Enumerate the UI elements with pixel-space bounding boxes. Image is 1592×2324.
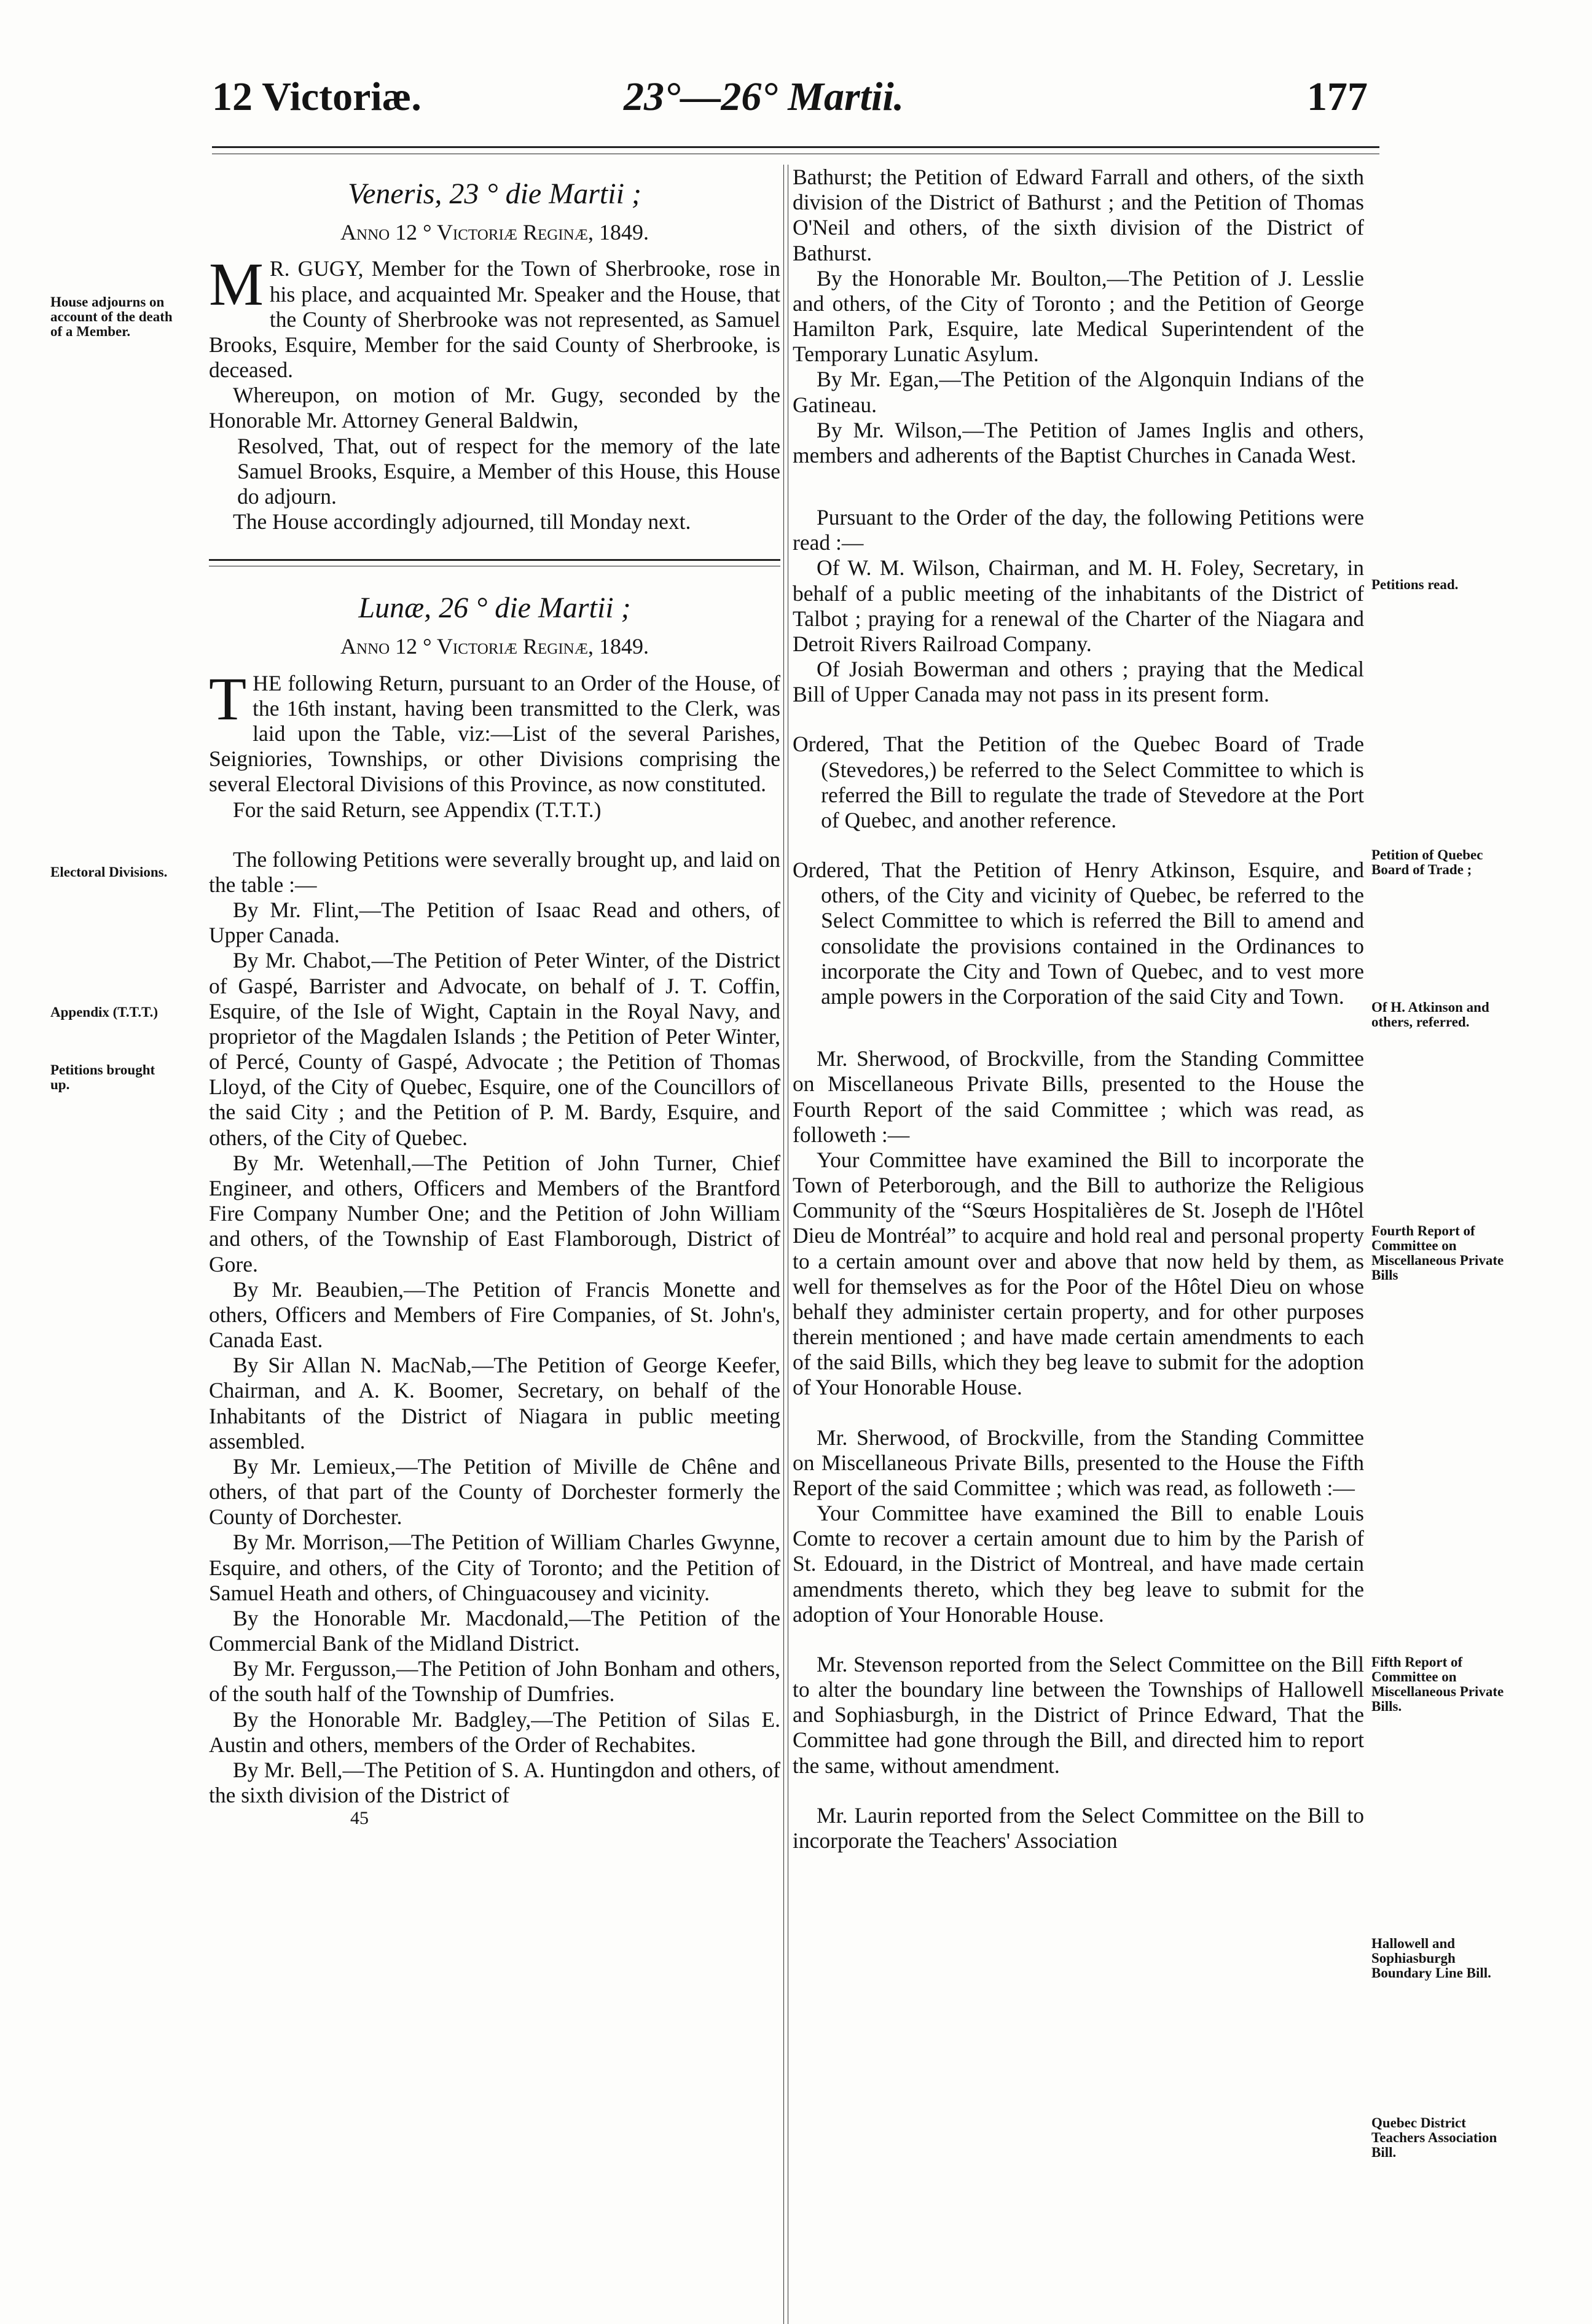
paragraph-text: R. GUGY, Member for the Town of Sherbrooke, rose in his place, and acquainted Mr. Speaker and the House, that the County of Sherbrooke was not represented, as Samuel Brooks, Esquire, Member for the said County of Sherbrooke, is deceased. [209,256,780,383]
header-rule [212,146,1379,148]
paragraph: By Mr. Wilson,—The Petition of James Inglis and others, members and adherents of the Baptist Churches in Canada West. [793,417,1364,468]
running-head-center: 23°—26° Martii. [624,74,904,119]
paragraph [209,250,780,383]
margin-note-fifth-report: Fifth Report of Committee on Miscellaneous Private Bills. [1371,1654,1504,1715]
margin-note-appendix: Appendix (T.T.T.) [50,1004,159,1020]
paragraph: By Mr. Chabot,—The Petition of Peter Winter, of the District of Gaspé, Barrister and Advocate, on behalf of J. T. Coffin, Esquire, of the Isle of Wight, Captain in the Royal Navy, and proprietor of the Magdalen Islands ; the Petition of Peter Winter, of Percé, County of Gaspé, Advocate ; the Petition of Thomas Lloyd, of the City of Quebec, Esquire, one of the Councillors of the said City ; and the Petition of P. M. Bardy, Esquire, and others, of the City of Quebec. [209,948,780,1150]
paragraph-text: HE following Return, pursuant to an Order of the House, of the 16th instant, having been transmitted to the Clerk, was laid upon the Table, viz:—List of the several Parishes, Seigniories, Townships, or other Divisions comprising the several Electoral Divisions of this Province, as now constituted. [209,670,780,797]
paragraph: Mr. Laurin reported from the Select Committee on the Bill to incorporate the Teachers' Association [793,1802,1364,1853]
paragraph: By Mr. Morrison,—The Petition of William Charles Gwynne, Esquire, and others, of the City of Toronto; and the Petition of Samuel Heath and others, of Chinguacousey and vicinity. [209,1530,780,1605]
paragraph: By the Honorable Mr. Badgley,—The Petition of Silas E. Austin and others, members of the Order of Rechabites. [209,1707,780,1757]
margin-note-quebec-district: Quebec District Teachers Association Bill. [1371,2115,1497,2161]
paragraph: Mr. Sherwood, of Brockville, from the Standing Committee on Miscellaneous Private Bills, presented to the House the Fifth Report of the said Committee ; which was read, as followeth :— [793,1425,1364,1500]
paragraph: By Mr. Egan,—The Petition of the Algonquin Indians of the Gatineau. [793,367,1364,417]
paragraph: For the said Return, see Appendix (T.T.T.) [233,797,602,822]
section-rule [209,559,780,566]
margin-note-quebec-board: Petition of Quebec Board of Trade ; [1371,847,1483,878]
paragraph: By the Honorable Mr. Macdonald,—The Petition of the Commercial Bank of the Midland District. [209,1605,780,1656]
paragraph: By Sir Allan N. MacNab,—The Petition of George Keefer, Chairman, and A. K. Boomer, Secretary, on behalf of the Inhabitants of the District of Niagara in public meeting assembled. [209,1353,780,1453]
drop-cap: T [209,664,247,733]
paragraph: Mr. Stevenson reported from the Select Committee on the Bill to alter the boundary line between the Townships of Hallowell and Sophiasburgh, in the District of Prince Edward, That the Committee had gone through the Bill, and directed him to report the same, without amendment. [793,1651,1364,1778]
paragraph: By Mr. Fergusson,—The Petition of John Bonham and others, of the south half of the Township of Dumfries. [209,1656,780,1707]
paragraph: Pursuant to the Order of the day, the following Petitions were read :— [793,505,1364,555]
paragraph: Your Committee have examined the Bill to incorporate the Town of Peterborough, and the Bill to authorize the Religious Community of the “Sœurs Hospitalières de St. Joseph de l'Hôtel Dieu de Montréal” to acquire and hold real and personal property to a certain amount over and above that now held by them, as well for themselves as for the Poor of the Hôtel Dieu on whose behalf they administer certain property, and for other purposes therein mentioned ; and have made certain amendments to each of the said Bills, which they beg leave to submit for the adoption of Your Honorable House. [793,1147,1364,1400]
paragraph: By the Honorable Mr. Boulton,—The Petition of J. Lesslie and others, of the City of Toronto ; and the Petition of George Hamilton Park, Esquire, late Medical Superintendent of the Temporary Lunatic Asylum. [793,265,1364,367]
order: Ordered, That the Petition of Henry Atkinson, Esquire, and others, of the City and vicinity of Quebec, be referred to the Select Committee to which is referred the Bill to amend and consolidate the provisions contained in the Ordinances to incorporate the City and Town of Quebec, and to vest more ample powers in the Corporation of the said City and Town. [793,858,1364,1009]
paragraph: Of Josiah Bowerman and others ; praying that the Medical Bill of Upper Canada may not pass in its present form. [793,657,1364,707]
paragraph: The following Petitions were severally brought up, and laid on the table :— [209,847,780,897]
sitting-year-lunae: Anno 12 ° Victoriæ Reginæ, 1849. [340,633,649,659]
page-number: 177 [1307,74,1368,119]
drop-cap: M [209,250,264,319]
paragraph: Of W. M. Wilson, Chairman, and M. H. Foley, Secretary, in behalf of a public meeting of the inhabitants of the District of Talbot ; praying for a renewal of the Charter of the Niagara and Detroit Rivers Railroad Company. [793,555,1364,656]
paragraph: By Mr. Bell,—The Petition of S. A. Huntingdon and others, of the sixth division of the District of [209,1757,780,1808]
paragraph: By Mr. Wetenhall,—The Petition of John Turner, Chief Engineer, and others, Officers and Members of the Brantford Fire Company Number One; and the Petition of John William and others, of the Township of East Flamborough, District of Gore. [209,1150,780,1277]
paragraph: Your Committee have examined the Bill to enable Louis Comte to recover a certain amount due to him by the Parish of St. Edouard, in the District of Montreal, and have made certain amendments thereto, which they beg leave to submit for the adoption of Your Honorable House. [793,1501,1364,1627]
signature-mark: 45 [350,1808,369,1829]
paragraph: Bathurst; the Petition of Edward Farrall and others, of the sixth division of the District of Bathurst ; and the Petition of Thomas O'Neil and others, of the sixth division of the District of Bathurst. [793,165,1364,265]
sitting-title-lunae: Lunæ, 26 ° die Martii ; [358,592,631,625]
margin-note-electoral: Electoral Divisions. [50,864,168,880]
paragraph: Mr. Sherwood, of Brockville, from the Standing Committee on Miscellaneous Private Bills, presented to the House the Fourth Report of the said Committee ; which was read, as followeth :— [793,1046,1364,1147]
sitting-title-veneris: Veneris, 23 ° die Martii ; [348,178,641,210]
margin-note-atkinson: Of H. Atkinson and others, referred. [1371,1000,1489,1030]
margin-note-hallowell: Hallowell and Sophiasburgh Boundary Line Bill. [1371,1936,1491,1981]
paragraph: The House accordingly adjourned, till Monday next. [233,509,691,534]
running-head-left: 12 Victoriæ. [212,74,422,119]
column-divider [783,165,784,2324]
margin-note-fourth-report: Fourth Report of Committee on Miscellaneous Private Bills [1371,1223,1504,1283]
margin-note-petitions-read: Petitions read. [1371,577,1459,592]
paragraph: By Mr. Beaubien,—The Petition of Francis Monette and others, Officers and Members of Fire Companies, of St. John's, Canada East. [209,1277,780,1353]
right-column [793,165,1364,2324]
paragraph: Whereupon, on motion of Mr. Gugy, seconded by the Honorable Mr. Attorney General Baldwin, [209,383,780,433]
sitting-year-veneris: Anno 12 ° Victoriæ Reginæ, 1849. [340,219,649,245]
order: Ordered, That the Petition of the Quebec Board of Trade (Stevedores,) be referred to the Select Committee to which is referred the Bill to regulate the trade of Stevedore at the Port of Quebec, and another reference. [793,732,1364,832]
margin-note-petitions-up: Petitions brought up. [50,1062,155,1093]
margin-note-house-adjourns: House adjourns on account of the death of a Member. [50,294,173,340]
paragraph [209,664,780,797]
paragraph: By Mr. Flint,—The Petition of Isaac Read and others, of Upper Canada. [209,898,780,948]
resolution: Resolved, That, out of respect for the memory of the late Samuel Brooks, Esquire, a Member of this House, this House do adjourn. [237,433,780,509]
paragraph: By Mr. Lemieux,—The Petition of Miville de Chêne and others, of that part of the County of Dorchester formerly the County of Dorchester. [209,1453,780,1530]
left-column [209,165,780,2324]
